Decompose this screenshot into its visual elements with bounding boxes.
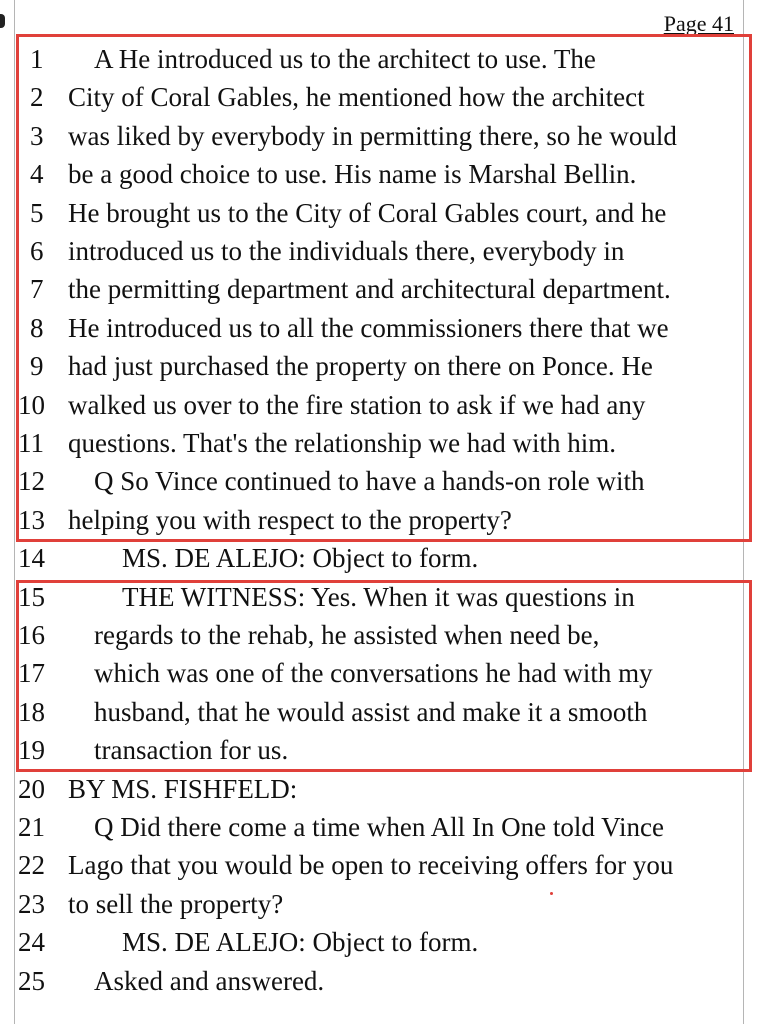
line-text: walked us over to the fire station to ask if we had any [68,389,646,420]
line-text: Q So Vince continued to have a hands-on role with [94,466,645,497]
line-text: City of Coral Gables, he mentioned how the architect [68,82,645,113]
page-edge-mark [0,14,5,28]
line-text: had just purchased the property on there on Ponce. He [68,351,653,382]
line-number: 23 [18,888,45,919]
red-mark [550,892,553,895]
line-text: be a good choice to use. His name is Marshal Bellin. [68,159,637,190]
transcript-line [0,808,762,846]
line-text: helping you with respect to the property? [68,504,512,535]
line-text: THE WITNESS: Yes. When it was questions in [122,581,635,612]
line-number: 18 [18,696,45,727]
line-number: 13 [18,504,45,535]
transcript-line [0,962,762,1000]
line-text: MS. DE ALEJO: Object to form. [122,927,479,958]
line-text: introduced us to the individuals there, everybody in [68,236,625,266]
line-text: husband, that he would assist and make it a smooth [94,696,648,727]
line-text: Lago that you would be open to receiving offers for you [68,850,674,881]
line-text: regards to the rehab, he assisted when need be, [94,620,600,650]
line-number: 2 [30,82,44,113]
line-text: transaction for us. [94,735,289,766]
line-number: 10 [18,389,45,420]
transcript-line [0,770,762,808]
line-text: He introduced us to all the commissioners there that we [68,312,669,343]
line-number: 11 [18,428,44,458]
highlight-box-lines-1-13 [16,34,752,542]
line-number: 5 [30,197,44,228]
line-number: 20 [18,773,45,804]
line-number: 21 [18,812,45,842]
transcript-line [0,885,762,923]
line-number: 22 [18,850,45,881]
line-text: to sell the property? [68,888,284,919]
line-number: 15 [18,581,45,612]
line-text: He brought us to the City of Coral Gables court, and he [68,197,667,228]
line-number: 4 [30,159,44,190]
transcript-line [0,539,762,577]
line-number: 1 [30,44,44,74]
line-number: 19 [18,735,45,766]
line-number: 7 [30,274,44,305]
page-number: Page 41 [663,11,734,36]
line-text: BY MS. FISHFELD: [68,773,298,804]
line-number: 25 [18,965,45,996]
line-number: 9 [30,351,44,382]
line-number: 17 [18,658,45,689]
line-text: the permitting department and architectural department. [68,274,671,305]
line-number: 16 [18,620,45,650]
line-text: MS. DE ALEJO: Object to form. [122,543,479,574]
line-number: 3 [30,120,44,151]
transcript-line [0,923,762,961]
line-text: which was one of the conversations he had with my [94,658,653,689]
line-number: 24 [18,927,45,958]
line-number: 6 [30,236,44,266]
highlight-box-lines-15-19 [16,580,752,772]
line-text: Asked and answered. [94,965,325,996]
line-text: A He introduced us to the architect to use. The [94,44,596,74]
line-text: Q Did there come a time when All In One told Vince [94,812,664,842]
line-text: was liked by everybody in permitting there, so he would [68,120,677,151]
line-number: 8 [30,312,44,343]
line-number: 12 [18,466,45,497]
transcript-line [0,846,762,884]
line-text: questions. That's the relationship we had with him. [68,428,617,458]
line-number: 14 [18,543,45,574]
